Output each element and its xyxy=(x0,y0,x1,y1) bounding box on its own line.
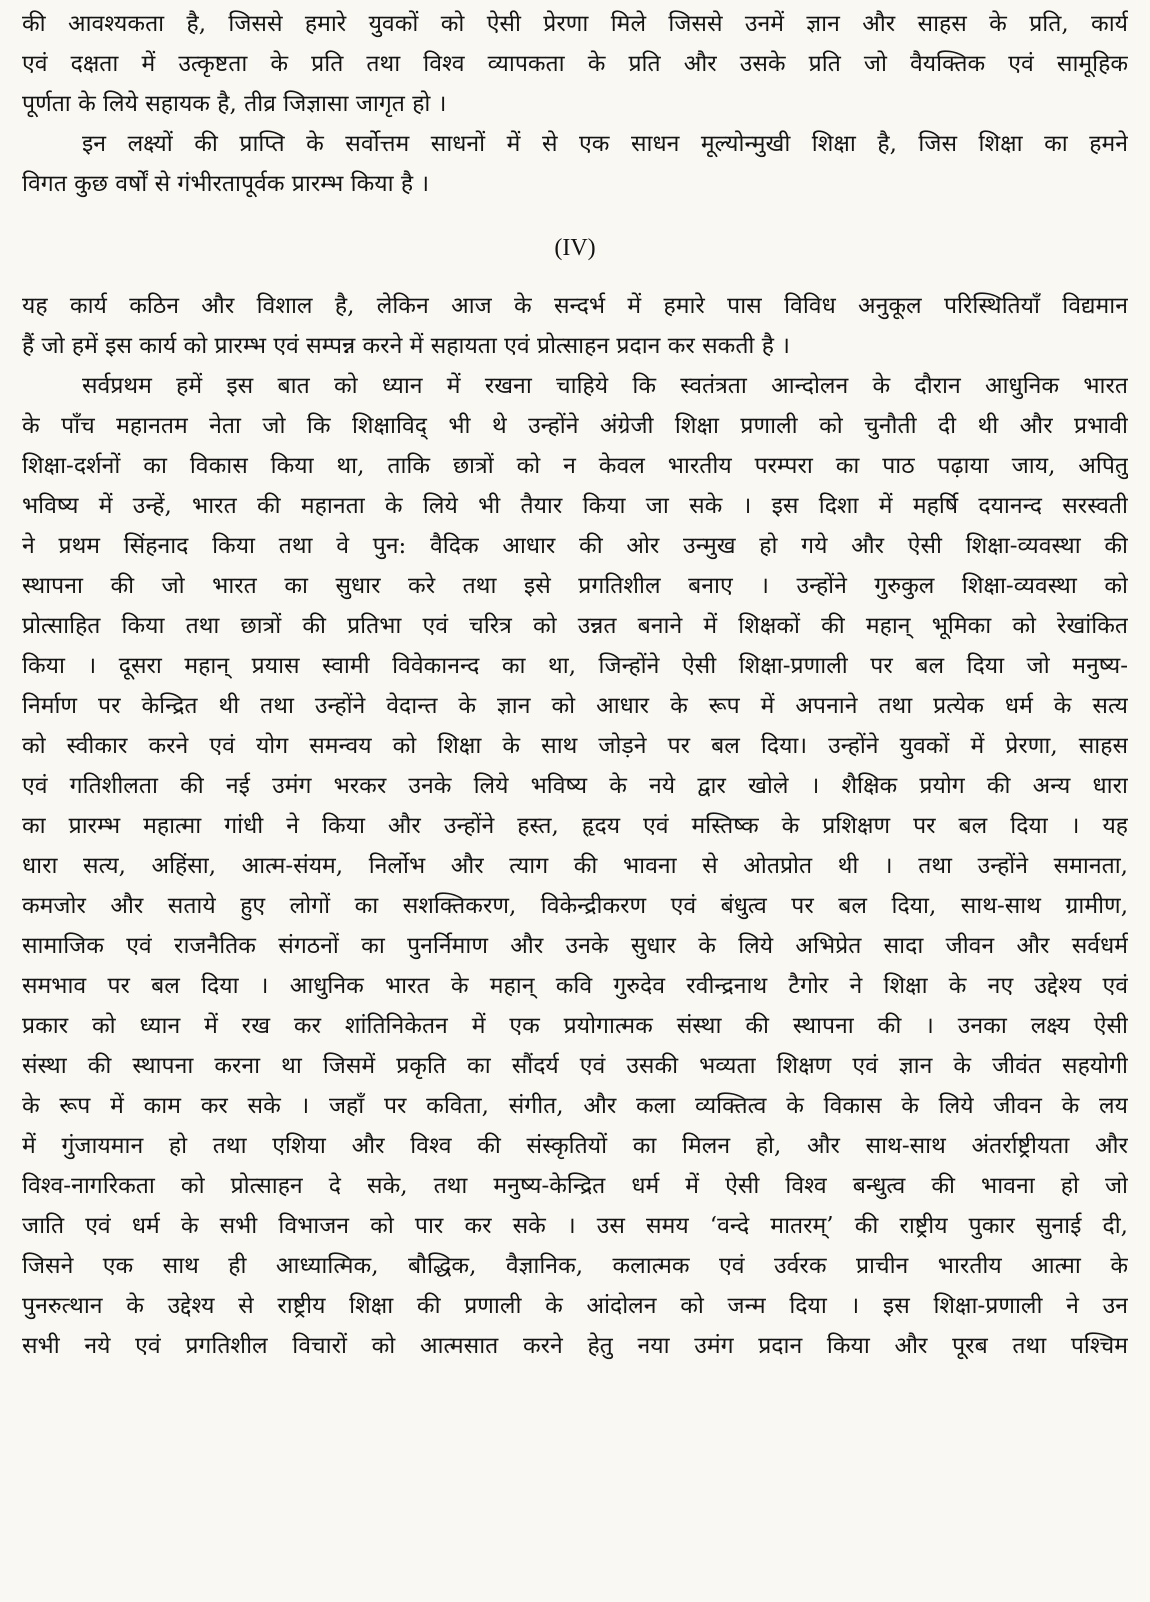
text-line: कमजोर और सताये हुए लोगों का सशक्तिकरण, विकेन्द्रीकरण एवं बंधुत्व पर बल दिया, साथ-साथ ग्रामीण, xyxy=(22,893,1128,919)
text-line: को स्वीकार करने एवं योग समन्वय को शिक्षा के साथ जोड़ने पर बल दिया। उन्होंने युवकों में प्रेरणा, साहस xyxy=(22,733,1128,759)
text-line: सर्वप्रथम हमें इस बात को ध्यान में रखना चाहिये कि स्वतंत्रता आन्दोलन के दौरान आधुनिक भारत xyxy=(82,373,1128,399)
text-line: ने प्रथम सिंहनाद किया तथा वे पुन: वैदिक आधार की ओर उन्मुख हो गये और ऐसी शिक्षा-व्यवस्था की xyxy=(22,533,1128,559)
text-line: इन लक्ष्यों की प्राप्ति के सर्वोत्तम साधनों में से एक साधन मूल्योन्मुखी शिक्षा है, जिस शिक्षा का हमने xyxy=(82,131,1128,157)
text-line: भविष्य में उन्हें, भारत की महानता के लिये भी तैयार किया जा सके । इस दिशा में महर्षि दयानन्द सरस्वती xyxy=(22,493,1128,519)
text-line: सामाजिक एवं राजनैतिक संगठनों का पुनर्निमाण और उनके सुधार के लिये अभिप्रेत सादा जीवन और सर्वधर्म xyxy=(22,933,1128,959)
section-heading: (IV) xyxy=(554,235,596,261)
text-line: समभाव पर बल दिया । आधुनिक भारत के महान् कवि गुरुदेव रवीन्द्रनाथ टैगोर ने शिक्षा के नए उद्देश्य एवं xyxy=(22,973,1128,999)
text-line: पूर्णता के लिये सहायक है, तीव्र जिज्ञासा जागृत हो । xyxy=(22,91,447,117)
text-line: की आवश्यकता है, जिससे हमारे युवकों को ऐसी प्रेरणा मिले जिससे उनमें ज्ञान और साहस के प्रति, कार्य xyxy=(22,11,1128,37)
text-line: शिक्षा-दर्शनों का विकास किया था, ताकि छात्रों को न केवल भारतीय परम्परा का पाठ पढ़ाया जाय, अपितु xyxy=(22,453,1128,479)
text-line: का प्रारम्भ महात्मा गांधी ने किया और उन्होंने हस्त, हृदय एवं मस्तिष्क के प्रशिक्षण पर बल दिया । यह xyxy=(22,813,1128,839)
text-line: जाति एवं धर्म के सभी विभाजन को पार कर सके । उस समय ‘वन्दे मातरम्’ की राष्ट्रीय पुकार सुनाई दी, xyxy=(22,1213,1128,1239)
text-line: में गुंजायमान हो तथा एशिया और विश्व की संस्कृतियों का मिलन हो, और साथ-साथ अंतर्राष्ट्रीयता और xyxy=(22,1133,1128,1159)
text-line: प्रकार को ध्यान में रख कर शांतिनिकेतन में एक प्रयोगात्मक संस्था की स्थापना की । उनका लक्ष्य ऐसी xyxy=(22,1013,1128,1039)
text-line: संस्था की स्थापना करना था जिसमें प्रकृति का सौंदर्य एवं उसकी भव्यता शिक्षण एवं ज्ञान के जीवंत सहयोगी xyxy=(22,1053,1128,1079)
text-line: हैं जो हमें इस कार्य को प्रारम्भ एवं सम्पन्न करने में सहायता एवं प्रोत्साहन प्रदान कर सकती है । xyxy=(22,333,790,359)
text-line: के पाँच महानतम नेता जो कि शिक्षाविद् भी थे उन्होंने अंग्रेजी शिक्षा प्रणाली को चुनौती दी थी और प्रभावी xyxy=(22,413,1128,439)
text-line: प्रोत्साहित किया तथा छात्रों की प्रतिभा एवं चरित्र को उन्नत बनाने में शिक्षकों की महान् भूमिका को रेखांकित xyxy=(22,613,1128,639)
text-line: विश्व-नागरिकता को प्रोत्साहन दे सके, तथा मनुष्य-केन्द्रित धर्म में ऐसी विश्व बन्धुत्व की भावना हो जो xyxy=(22,1173,1128,1199)
text-line: पुनरुत्थान के उद्देश्य से राष्ट्रीय शिक्षा की प्रणाली के आंदोलन को जन्म दिया । इस शिक्षा-प्रणाली ने उन xyxy=(22,1293,1128,1319)
text-line: धारा सत्य, अहिंसा, आत्म-संयम, निर्लोभ और त्याग की भावना से ओतप्रोत थी । तथा उन्होंने समानता, xyxy=(22,853,1128,879)
text-line: स्थापना की जो भारत का सुधार करे तथा इसे प्रगतिशील बनाए । उन्होंने गुरुकुल शिक्षा-व्यवस्था को xyxy=(22,573,1128,599)
text-line: विगत कुछ वर्षों से गंभीरतापूर्वक प्रारम्भ किया है । xyxy=(22,171,430,197)
text-line: यह कार्य कठिन और विशाल है, लेकिन आज के सन्दर्भ में हमारे पास विविध अनुकूल परिस्थितियाँ विद्यमान xyxy=(22,293,1128,319)
paragraph-continuation xyxy=(22,4,1128,124)
text-line: एवं दक्षता में उत्कृष्टता के प्रति तथा विश्व व्यापकता के प्रति और उसके प्रति जो वैयक्तिक एवं सामूहिक xyxy=(22,51,1128,77)
text-line: एवं गतिशीलता की नई उमंग भरकर उनके लिये भविष्य के नये द्वार खोले । शैक्षिक प्रयोग की अन्य धारा xyxy=(22,773,1128,799)
paragraph-circumstances xyxy=(22,286,1128,366)
paragraph-goals xyxy=(22,124,1128,204)
text-line: किया । दूसरा महान् प्रयास स्वामी विवेकानन्द का था, जिन्होंने ऐसी शिक्षा-प्रणाली पर बल दिया जो मनुष्य- xyxy=(22,653,1128,679)
paragraph-leaders xyxy=(22,366,1128,1366)
text-line: सभी नये एवं प्रगतिशील विचारों को आत्मसात करने हेतु नया उमंग प्रदान किया और पूरब तथा पश्चिम xyxy=(22,1333,1128,1359)
text-line: जिसने एक साथ ही आध्यात्मिक, बौद्धिक, वैज्ञानिक, कलात्मक एवं उर्वरक प्राचीन भारतीय आत्मा के xyxy=(22,1253,1128,1279)
text-line: के रूप में काम कर सके । जहाँ पर कविता, संगीत, और कला व्यक्तित्व के विकास के लिये जीवन के लय xyxy=(22,1093,1128,1119)
text-line: निर्माण पर केन्द्रित थी तथा उन्होंने वेदान्त के ज्ञान को आधार के रूप में अपनाने तथा प्रत्येक धर्म के सत्य xyxy=(22,693,1128,719)
